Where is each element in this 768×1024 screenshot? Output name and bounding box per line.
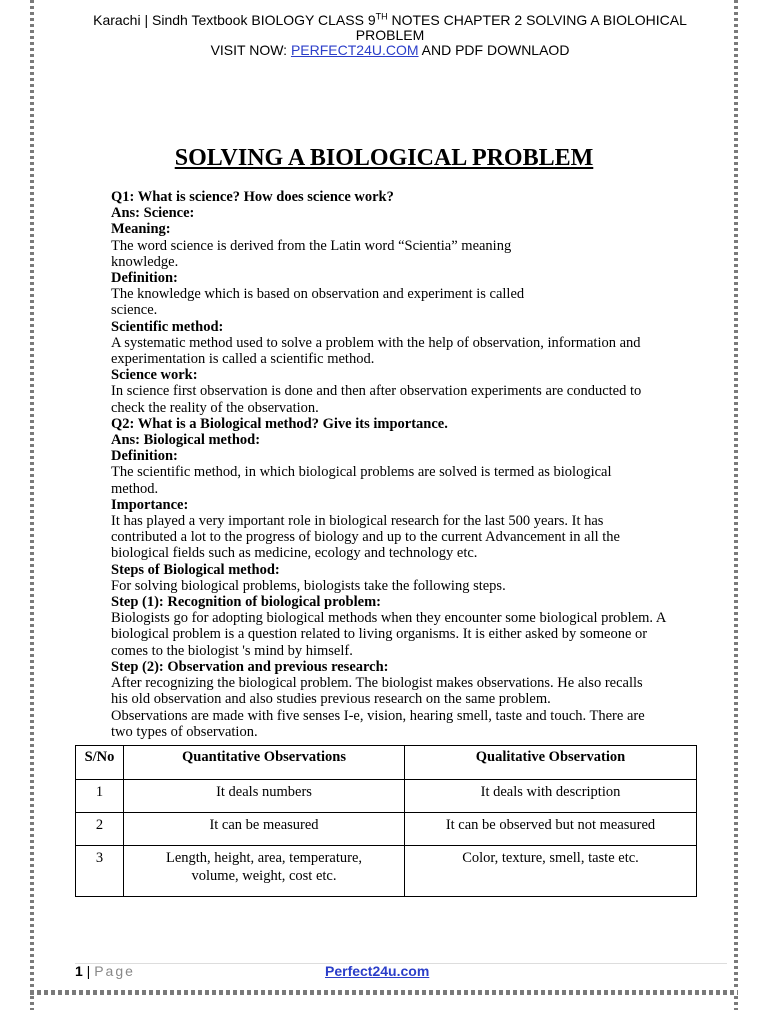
page-border-bottom: [30, 990, 738, 995]
footer-site-link[interactable]: Perfect24u.com: [325, 963, 430, 979]
page-number: 1 | Page: [75, 963, 135, 979]
document-body: [111, 189, 711, 740]
observation-table: [75, 745, 697, 897]
scientific-method-text: experimentation is called a scientific method.: [111, 351, 375, 368]
table-cell: It can be measured: [124, 813, 405, 846]
answer-1-heading: Ans: Science:: [111, 205, 195, 222]
steps-heading: Steps of Biological method:: [111, 561, 280, 578]
steps-text: For solving biological problems, biologists take the following steps.: [111, 577, 506, 594]
science-work-text: check the reality of the observation.: [111, 399, 319, 416]
step-1-text: biological problem is a question related to living organisms. It is either asked by someone or: [111, 626, 648, 643]
definition-text: science.: [111, 302, 158, 319]
table-header: Qualitative Observation: [405, 746, 697, 780]
definition-heading: Definition:: [111, 270, 178, 287]
step-2-text: Observations are made with five senses I-e, vision, hearing smell, taste and touch. There are: [111, 707, 645, 724]
step-1-heading: Step (1): Recognition of biological problem:: [111, 594, 381, 611]
step-2-text: his old observation and also studies previous research on the same problem.: [111, 691, 551, 708]
page-footer: [75, 963, 727, 983]
page-header: [60, 13, 720, 58]
science-work-heading: Science work:: [111, 367, 198, 384]
table-cell-line: volume, weight, cost etc.: [191, 868, 337, 884]
answer-2-heading: Ans: Biological method:: [111, 432, 261, 449]
page-title: SOLVING A BIOLOGICAL PROBLEM: [174, 145, 594, 171]
step-2-heading: Step (2): Observation and previous research:: [111, 658, 389, 675]
meaning-text: The word science is derived from the Latin word “Scientia” meaning: [111, 237, 512, 254]
importance-text: contributed a lot to the progress of biology and up to the current Advancement in all the: [111, 529, 620, 546]
meaning-heading: Meaning:: [111, 221, 171, 238]
scientific-method-text: A systematic method used to solve a problem with the help of observation, information and: [111, 334, 641, 351]
table-row: [76, 813, 697, 846]
definition-2-text: method.: [111, 480, 159, 497]
question-2: Q2: What is a Biological method? Give its importance.: [111, 415, 448, 432]
definition-2-heading: Definition:: [111, 448, 178, 465]
table-cell: It can be observed but not measured: [405, 813, 697, 846]
importance-text: biological fields such as medicine, ecology and technology etc.: [111, 545, 478, 562]
header-site-link[interactable]: PERFECT24U.COM: [290, 42, 419, 58]
step-2-text: After recognizing the biological problem. The biologist makes observations. He also recalls: [111, 675, 643, 692]
importance-text: It has played a very important role in biological research for the last 500 years. It has: [111, 513, 604, 530]
scientific-method-heading: Scientific method:: [111, 318, 224, 335]
question-1: Q1: What is science? How does science work?: [111, 189, 394, 205]
table-cell: It deals with description: [405, 780, 697, 813]
table-cell-line: Length, height, area, temperature,: [165, 850, 363, 866]
step-1-text: Biologists go for adopting biological methods when they encounter some biological problem. A: [111, 610, 667, 627]
table-cell: 1: [76, 780, 124, 813]
definition-2-text: The scientific method, in which biological problems are solved is termed as biological: [111, 464, 612, 481]
header-line-3: VISIT NOW: PERFECT24U.COM AND PDF DOWNLAOD: [210, 42, 570, 58]
table-cell: Color, texture, smell, taste etc.: [405, 846, 697, 897]
table-cell: 2: [76, 813, 124, 846]
meaning-text: knowledge.: [111, 253, 179, 270]
table-row: [76, 780, 697, 813]
step-2-text: two types of observation.: [111, 723, 258, 740]
definition-text: The knowledge which is based on observation and experiment is called: [111, 286, 525, 303]
table-header: S/No: [76, 746, 124, 780]
table-cell: 3: [76, 846, 124, 897]
table-cell: [124, 846, 405, 897]
science-work-text: In science first observation is done and then after observation experiments are conducted to: [111, 383, 642, 400]
header-line-2: PROBLEM: [355, 27, 425, 43]
table-header-row: [76, 746, 697, 780]
table-row: [76, 846, 697, 897]
importance-heading: Importance:: [111, 496, 189, 513]
header-line-1: Karachi | Sindh Textbook BIOLOGY CLASS 9TH NOTES CHAPTER 2 SOLVING A BIOLOHICAL: [93, 11, 687, 28]
table-cell: It deals numbers: [124, 780, 405, 813]
table-header: Quantitative Observations: [124, 746, 405, 780]
step-1-text: comes to the biologist 's mind by himself.: [111, 642, 353, 659]
